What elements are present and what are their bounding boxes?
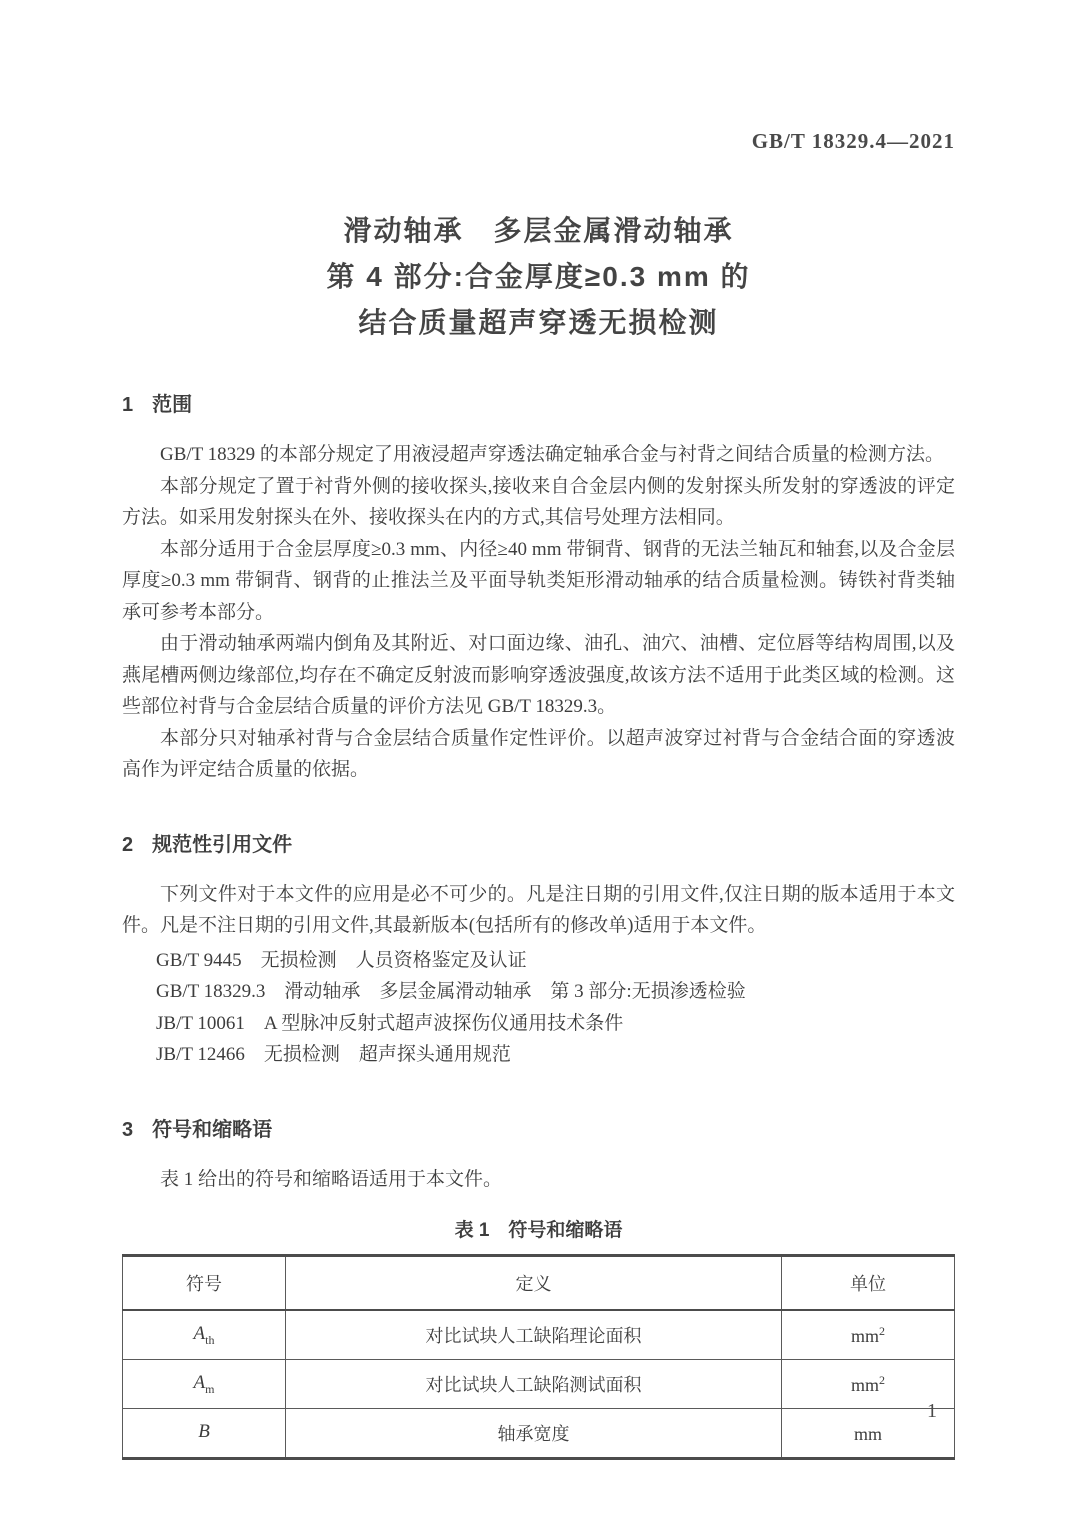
symbol-cell: $A_{th}$ bbox=[123, 1310, 286, 1360]
paragraph: GB/T 18329 的本部分规定了用液浸超声穿透法确定轴承合金与衬背之间结合质量的检测方法。 bbox=[160, 444, 944, 465]
symbol-cell: $A_m$ bbox=[123, 1360, 286, 1409]
document-title bbox=[122, 208, 955, 346]
reference-item: GB/T 9445 无损检测 人员资格鉴定及认证 bbox=[156, 949, 527, 971]
page-number: 1 bbox=[927, 1400, 937, 1422]
section-3-title: 符号和缩略语 bbox=[152, 1118, 273, 1141]
paragraph: 本部分适用于合金层厚度≥0.3 mm、内径≥40 mm 带铜背、钢背的无法兰轴瓦和轴套,以及合金层厚度≥0.3 mm 带铜背、钢背的止推法兰及平面导轨类矩形滑动轴承的结合质量检测。铸铁衬背类轴承可参考本部分。 bbox=[122, 538, 955, 623]
reference-item: JB/T 10061 A 型脉冲反射式超声波探伤仪通用技术条件 bbox=[156, 1012, 624, 1034]
paragraph: 由于滑动轴承两端内倒角及其附近、对口面边缘、油孔、油穴、油槽、定位唇等结构周围,以及燕尾槽两侧边缘部位,均存在不确定反射波而影响穿透波强度,故该方法不适用于此类区域的检测。这些部位衬背与合金层结合质量的评价方法见 GB/T 18329.3。 bbox=[122, 633, 955, 717]
definition-cell: 对比试块人工缺陷测试面积 bbox=[286, 1360, 782, 1409]
paragraph: 本部分规定了置于衬背外侧的接收探头,接收来自合金层内侧的发射探头所发射的穿透波的评定方法。如采用发射探头在外、接收探头在内的方式,其信号处理方法相同。 bbox=[122, 475, 955, 528]
table-row bbox=[123, 1360, 955, 1409]
table-header-symbol: 符号 bbox=[123, 1256, 286, 1311]
title-line-1: 滑动轴承 多层金属滑动轴承 bbox=[343, 215, 734, 246]
unit-cell: $mm^2$ bbox=[781, 1360, 954, 1409]
section-2-title: 规范性引用文件 bbox=[152, 833, 293, 856]
standard-number: GB/T 18329.4—2021 bbox=[751, 129, 955, 153]
definition-cell: 对比试块人工缺陷理论面积 bbox=[286, 1310, 782, 1360]
section-3-number: 3 bbox=[122, 1118, 134, 1141]
section-3-body bbox=[122, 1164, 955, 1196]
section-2-heading bbox=[122, 832, 955, 858]
paragraph: 表 1 给出的符号和缩略语适用于本文件。 bbox=[160, 1168, 503, 1190]
title-line-3: 结合质量超声穿透无损检测 bbox=[358, 307, 719, 338]
reference-item: JB/T 12466 无损检测 超声探头通用规范 bbox=[156, 1044, 511, 1065]
unit-cell: mm bbox=[781, 1409, 954, 1459]
section-2-number: 2 bbox=[122, 833, 134, 856]
symbol-cell: B bbox=[123, 1409, 286, 1459]
unit-cell: $mm^2$ bbox=[781, 1310, 954, 1360]
definition-cell: 轴承宽度 bbox=[286, 1409, 782, 1459]
title-line-2: 第 4 部分:合金厚度≥0.3 mm 的 bbox=[326, 261, 751, 292]
page-content bbox=[0, 128, 1080, 1460]
section-1-body bbox=[122, 439, 955, 786]
references-list bbox=[122, 945, 955, 1071]
section-1-heading bbox=[122, 392, 955, 418]
symbols-table bbox=[122, 1254, 955, 1460]
table-row bbox=[123, 1310, 955, 1360]
section-2-body bbox=[122, 879, 955, 942]
section-1-title: 范围 bbox=[152, 394, 193, 416]
table-caption: 表 1 符号和缩略语 bbox=[454, 1220, 623, 1241]
table-header-definition: 定义 bbox=[286, 1256, 782, 1311]
section-3-heading bbox=[122, 1117, 955, 1143]
paragraph: 本部分只对轴承衬背与合金层结合质量作定性评价。以超声波穿过衬背与合金结合面的穿透波高作为评定结合质量的依据。 bbox=[122, 727, 955, 780]
table-header-row bbox=[123, 1256, 955, 1311]
table-header-unit: 单位 bbox=[781, 1256, 954, 1311]
paragraph: 下列文件对于本文件的应用是必不可少的。凡是注日期的引用文件,仅注日期的版本适用于本文件。凡是不注日期的引用文件,其最新版本(包括所有的修改单)适用于本文件。 bbox=[122, 883, 955, 936]
reference-item: GB/T 18329.3 滑动轴承 多层金属滑动轴承 第 3 部分:无损渗透检验 bbox=[156, 981, 746, 1002]
section-1-number: 1 bbox=[122, 394, 134, 416]
table-row bbox=[123, 1409, 955, 1459]
